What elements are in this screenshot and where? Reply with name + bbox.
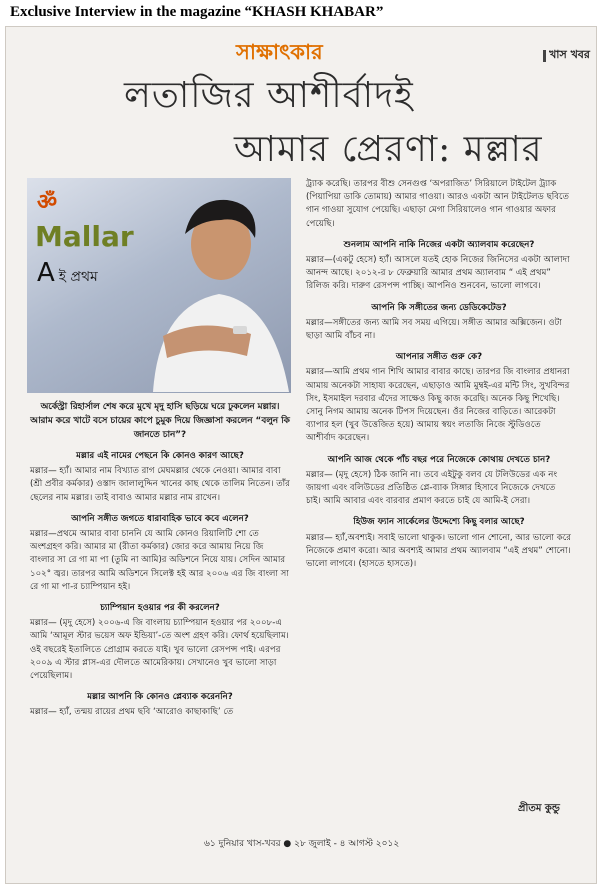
left-column xyxy=(30,400,290,722)
answer: মল্লার—(একটু হেসে) হ্যাঁ। আসলে যতই হোক নিজের জিনিসের একটা আলাদা আনন্দ আছে। ২০১২-র ৮ ফেব্রুয়ারি আমার প্রথম অ্যালবাম “ এই প্রথম” রিলিজ করি। দারুণ রেসপন্স পাচ্ছি। আপনিও শুনবেন, ভালো লাগবে। xyxy=(306,255,570,292)
qa-item xyxy=(30,513,290,594)
question: চ্যাম্পিয়ান হওয়ার পর কী করলেন? xyxy=(100,603,220,614)
album-word: ই প্রথম xyxy=(58,269,98,285)
album-title xyxy=(37,258,98,289)
answer: মল্লার—সঙ্গীতের জন্য আমি সব সময় এগিয়ে। সঙ্গীত আমার অক্সিজেন। ওটা ছাড়া আমি বাঁচব না। xyxy=(306,317,562,342)
qa-item xyxy=(30,450,290,505)
qa-item xyxy=(306,516,572,571)
qa-item xyxy=(306,239,572,294)
author-signature: প্রীতম কুন্ডু xyxy=(518,803,560,814)
answer: মল্লার— হ্যাঁ, তন্ময় রায়ের প্রথম ছবি ‘আরোও কাছাকাছি’ তে xyxy=(30,707,234,718)
lede-text: অর্কেস্ট্রা রিহার্সাল শেষ করে মুখে মৃদু হাসি ছড়িয়ে ঘরে ঢুকলেন মল্লার। আরাম করে খাটে বসে চায়ের কাপে চুমুক দিয়ে জিজ্ঞাসা করলেন “বলুন কি জানতে চান”? xyxy=(30,402,290,440)
answer: মল্লার— হ্যাঁ। আমার নাম বিখ্যাত রাগ মেঘমল্লার থেকে নেওয়া। আমার বাবা (শ্রী প্রবীর কর্মকার) ওস্তাদ জালালুদ্দিন খানের কাছ থেকে তালিম নিতেন। তাঁর ছেলের নাম মল্লার। তাই বাবাও আমার মল্লার নাম রাখেন। xyxy=(30,466,290,503)
qa-item xyxy=(30,602,290,683)
continued-answer: ট্র্যাক করেছি। তারপর বীশু সেনগুপ্ত ‘অপরাজিত’ সিরিয়ালে টাইটেল ট্র্যাক (পিয়াপিয়া ডাকি তোমায়) আমার গাওয়া। আরও একটা আন টাইটেলড ছবিতে গান গাওয়া সুযোগ পেয়েছি। এছাড়া মেগা সিরিয়ালেও গান গাওয়ার অফার পেয়েছি। xyxy=(306,179,569,229)
question: আপনি কি সঙ্গীতের জন্য ডেডিকেটেড? xyxy=(371,302,507,313)
question: আপনি সঙ্গীত জগতে ধারাবাহিক ভাবে কবে এলেন? xyxy=(71,513,249,524)
question: মল্লার এই নামের পেছনে কি কোনও কারণ আছে? xyxy=(76,451,244,461)
album-letter: A xyxy=(37,258,55,288)
question: আপনার সঙ্গীত গুরু কে? xyxy=(395,352,483,363)
headline-line-2: আমার প্রেরণা: মল্লার xyxy=(234,129,543,170)
answer: মল্লার— (মৃদু হেসে) ২০০৬-এ জি বাংলায় চ্যাম্পিয়ান হওয়ার পর ২০০৮-এ আমি ‘আমূল স্টার ভয়েস অফ ইন্ডিয়া’-তে অংশ গ্রহণ করি। ফোর্থ হয়েছিলাম। ওই বছরেই ইতালিতে প্রোগ্রাম করতে যাই। খুব ভালো রেসপন্স পাই। এরপর ২০০৯ এ স্টার প্লাস-এর দৌলতে আমেরিকায়। সেখানেও খুব ভালো সাড়া পেয়েছিলাম। xyxy=(30,618,289,682)
page-footer: ৬১ দুনিয়ার খাস-খবর ● ২৮ জুলাই - ৪ আগস্ট ২০১২ xyxy=(204,839,400,849)
headline-line-1: লতাজির আশীর্বাদই xyxy=(124,75,414,116)
om-symbol: ॐ xyxy=(37,190,58,215)
question: হিউজ ফ্যান সার্কেলের উদ্দেশ্যে কিছু বলার আছে? xyxy=(353,517,525,528)
magazine-brand xyxy=(543,46,590,65)
album-artist-name: Mallar xyxy=(35,220,134,253)
qa-item xyxy=(306,351,572,445)
brand-label: খাস খবর xyxy=(549,48,590,61)
singer-portrait-illustration xyxy=(123,186,291,392)
qa-item xyxy=(30,691,290,719)
answer: মল্লার—প্রথমে আমার বাবা চাননি যে আমি কোনও রিয়ালিটি শো তে অংশগ্রহণ করি। আমার মা (রীতা কর্মকার) জোর করে আমায় নিয়ে জি বাংলার সা রে গা মা পা (তুমি না আমি)র অডিশনে নিয়ে যায়। সেদিন আমার ১০২° জ্বর। তারপর আমি অডিশনে সিলেক্ট হই আর ২০০৬ এর জি বাংলা সা রে গা মা পা-র চ্যাম্পিয়ান হই। xyxy=(30,529,289,592)
answer: মল্লার— হ্যাঁ,অবশ্যই। সবাই ভালো থাকুক। ভালো গান শোনো, আর ভালো করে নিজেকে প্রমাণ করো। আর অবশ্যই আমার প্রথম অ্যালবাম “এই প্রথম” শোনো। ভালো লাগবে। (হাসতে হাসতে)। xyxy=(306,532,571,570)
brand-bar-icon xyxy=(543,50,546,62)
qa-item xyxy=(306,302,572,344)
question: শুনলাম আপনি নাকি নিজের একটা অ্যালবাম করেছেন? xyxy=(343,239,535,250)
page-caption: Exclusive Interview in the magazine “KHASH KHABAR” xyxy=(10,4,384,20)
album-photo xyxy=(27,178,291,393)
answer: মল্লার—আমি প্রথম গান শিখি আমার বাবার কাছে। তারপর জি বাংলার প্রধানরা আমায় অনেকটা সাহায্য করেছেন, এছাড়াও আমি মুম্বই-এর মন্টি সিং, সুখবিন্দর সিং, ইসমাইল দরবার এঁদের সাক্ষেও কিছু কাজ করেছি। অনেক কিছু শিখেছি। সোনু নিগম আমায় অনেক টিপস দিয়েছেন। ওঁর নিজের বাড়িতে। আরেকটা ব্যাপার হল (খুব উত্তেজিত হয়ে) আমায় স্বয়ং লতাজি নিজে স্টুডিওতে আশীর্বাদ করেছেন। xyxy=(306,367,570,444)
question: মল্লার আপনি কি কোনও প্লেব্যাক করেননি? xyxy=(87,692,233,703)
qa-item xyxy=(306,454,572,509)
answer: মল্লার— (মৃদু হেসে) ঠিক জানি না। তবে এইটুকু বলব যে টলিউডের এক নং জায়গা এবং বলিউডের প্রতিষ্ঠিত প্লে-ব্যাক সিঙ্গার হিসাবে নিজেকে দেখতে চাই। আমি আবার এবং বারবার প্রমাণ করতে চাই যে আমি-ই সেরা। xyxy=(306,469,558,507)
question: আপনি আজ থেকে পাঁচ বছর পরে নিজেকে কোথায় দেখতে চান? xyxy=(327,454,551,465)
right-column xyxy=(306,178,572,573)
kicker-label: সাক্ষাৎকার xyxy=(236,39,323,64)
